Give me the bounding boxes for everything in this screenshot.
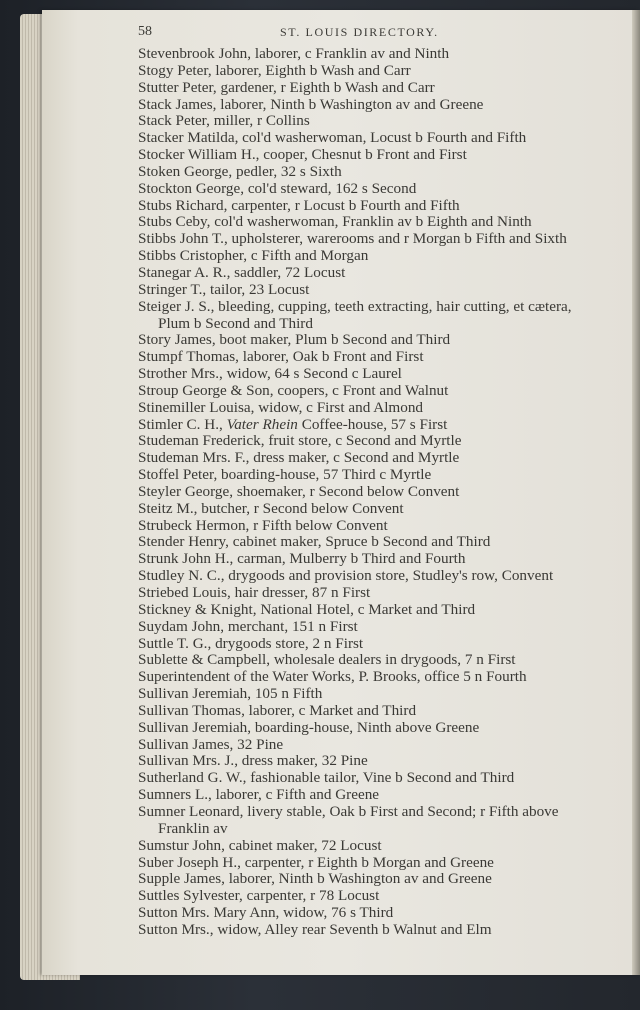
entry-text: Suber Joseph H., carpenter, r Eighth b Morgan and Greene bbox=[138, 853, 494, 871]
entry-text: Sullivan James, 32 Pine bbox=[138, 735, 284, 753]
entry-text: Studeman Mrs. F., dress maker, c Second and Myrtle bbox=[138, 449, 460, 467]
entry-text: Superintendent of the Water Works, P. Brooks, office 5 n Fourth bbox=[138, 668, 527, 686]
directory-entry bbox=[138, 97, 628, 114]
directory-entry bbox=[138, 282, 628, 299]
directory-page bbox=[42, 10, 640, 975]
entry-text: Stack James, laborer, Ninth b Washington av and Greene bbox=[138, 95, 484, 113]
entry-text: Sublette & Campbell, wholesale dealers in drygoods, 7 n First bbox=[138, 651, 516, 669]
entry-text: Sumstur John, cabinet maker, 72 Locust bbox=[138, 836, 382, 854]
entry-text: Stumpf Thomas, laborer, Oak b Front and First bbox=[138, 348, 424, 366]
entry-text: Stroup George & Son, coopers, c Front and Walnut bbox=[138, 381, 449, 399]
entry-text: Suydam John, merchant, 151 n First bbox=[138, 617, 358, 635]
entry-text-after: Coffee-house, 57 s First bbox=[297, 415, 448, 433]
directory-entry bbox=[138, 113, 628, 130]
directory-entry bbox=[138, 652, 628, 669]
directory-entry bbox=[138, 366, 628, 383]
directory-entry bbox=[138, 147, 628, 164]
entry-continuation: Plum b Second and Third bbox=[158, 314, 313, 332]
entry-text: Sullivan Thomas, laborer, c Market and Third bbox=[138, 701, 417, 719]
directory-entry bbox=[138, 417, 628, 434]
entry-text: Supple James, laborer, Ninth b Washington av and Greene bbox=[138, 870, 492, 888]
entry-text: Sullivan Jeremiah, 105 n Fifth bbox=[138, 685, 323, 703]
directory-entry bbox=[138, 585, 628, 602]
entry-text: Sumners L., laborer, c Fifth and Greene bbox=[138, 786, 380, 804]
directory-entry bbox=[138, 669, 628, 686]
running-title: ST. LOUIS DIRECTORY. bbox=[280, 25, 439, 39]
directory-entry bbox=[138, 450, 628, 467]
entry-text: Stocker William H., cooper, Chesnut b Front and First bbox=[138, 146, 467, 164]
directory-entry bbox=[138, 130, 628, 147]
entry-text: Story James, boot maker, Plum b Second and Third bbox=[138, 331, 451, 349]
directory-entry bbox=[138, 467, 628, 484]
directory-entry bbox=[138, 922, 628, 939]
entry-text: Stevenbrook John, laborer, c Franklin av and Ninth bbox=[138, 45, 450, 62]
directory-entry bbox=[138, 501, 628, 518]
directory-entry bbox=[138, 619, 628, 636]
entry-text: Sumner Leonard, livery stable, Oak b First and Second; r Fifth above bbox=[138, 802, 559, 820]
entry-text: Stender Henry, cabinet maker, Spruce b Second and Third bbox=[138, 533, 491, 551]
entry-text: Suttles Sylvester, carpenter, r 78 Locust bbox=[138, 887, 380, 905]
entry-text: Steitz M., butcher, r Second below Convent bbox=[138, 499, 404, 517]
directory-entry bbox=[138, 248, 628, 265]
directory-entry bbox=[138, 720, 628, 737]
directory-entry bbox=[138, 770, 628, 787]
directory-entry bbox=[138, 214, 628, 231]
entry-text: Studeman Frederick, fruit store, c Second and Myrtle bbox=[138, 432, 462, 450]
directory-entries bbox=[138, 46, 628, 939]
directory-entry bbox=[138, 265, 628, 282]
directory-entry bbox=[138, 905, 628, 922]
page-number: 58 bbox=[138, 24, 152, 39]
entry-text: Sutton Mrs. Mary Ann, widow, 76 s Third bbox=[138, 904, 394, 922]
entry-text: Studley N. C., drygoods and provision store, Studley's row, Convent bbox=[138, 567, 554, 585]
entry-text: Stibbs John T., upholsterer, warerooms and r Morgan b Fifth and Sixth bbox=[138, 230, 567, 248]
entry-text: Stickney & Knight, National Hotel, c Market and Third bbox=[138, 600, 476, 618]
directory-entry bbox=[138, 838, 628, 855]
directory-entry bbox=[138, 703, 628, 720]
directory-entry bbox=[138, 518, 628, 535]
directory-entry bbox=[138, 568, 628, 585]
directory-entry bbox=[138, 80, 628, 97]
entry-italic-name: Vater Rhein bbox=[226, 415, 298, 433]
directory-entry bbox=[138, 400, 628, 417]
directory-entry bbox=[138, 433, 628, 450]
entry-text: Stoken George, pedler, 32 s Sixth bbox=[138, 162, 342, 180]
directory-entry bbox=[138, 63, 628, 80]
entry-text: Stutter Peter, gardener, r Eighth b Wash and Carr bbox=[138, 78, 435, 96]
directory-entry bbox=[138, 753, 628, 770]
entry-text: Stringer T., tailor, 23 Locust bbox=[138, 280, 310, 298]
entry-text: Sullivan Mrs. J., dress maker, 32 Pine bbox=[138, 752, 368, 770]
entry-text: Sullivan Jeremiah, boarding-house, Ninth above Greene bbox=[138, 718, 480, 736]
entry-text: Stanegar A. R., saddler, 72 Locust bbox=[138, 263, 346, 281]
directory-entry bbox=[138, 602, 628, 619]
directory-entry bbox=[138, 181, 628, 198]
entry-text: Strunk John H., carman, Mulberry b Third and Fourth bbox=[138, 550, 466, 568]
directory-entry bbox=[138, 46, 628, 63]
directory-entry bbox=[138, 299, 628, 316]
entry-text: Sutton Mrs., widow, Alley rear Seventh b Walnut and Elm bbox=[138, 920, 492, 938]
entry-continuation: Franklin av bbox=[158, 819, 228, 837]
directory-entry bbox=[138, 551, 628, 568]
entry-text: Strother Mrs., widow, 64 s Second c Laurel bbox=[138, 365, 402, 383]
entry-text: Stinemiller Louisa, widow, c First and Almond bbox=[138, 398, 424, 416]
entry-text: Sutherland G. W., fashionable tailor, Vine b Second and Third bbox=[138, 769, 515, 787]
directory-entry bbox=[138, 888, 628, 905]
directory-entry bbox=[138, 164, 628, 181]
directory-entry bbox=[138, 737, 628, 754]
directory-entry bbox=[138, 383, 628, 400]
entry-text: Stimler C. H., bbox=[138, 415, 227, 433]
entry-text: Stubs Richard, carpenter, r Locust b Fourth and Fifth bbox=[138, 196, 460, 214]
directory-entry bbox=[138, 871, 628, 888]
directory-entry bbox=[138, 534, 628, 551]
directory-entry bbox=[138, 787, 628, 804]
entry-text: Stoffel Peter, boarding-house, 57 Third c Myrtle bbox=[138, 466, 432, 484]
directory-entry bbox=[138, 198, 628, 215]
entry-text: Suttle T. G., drygoods store, 2 n First bbox=[138, 634, 364, 652]
directory-entry bbox=[138, 636, 628, 653]
page-gutter bbox=[632, 10, 640, 975]
entry-text: Stibbs Cristopher, c Fifth and Morgan bbox=[138, 247, 369, 265]
entry-text: Striebed Louis, hair dresser, 87 n First bbox=[138, 584, 371, 601]
directory-entry bbox=[138, 484, 628, 501]
entry-text: Steiger J. S., bleeding, cupping, teeth extracting, hair cutting, et cætera, bbox=[138, 297, 572, 315]
directory-entry bbox=[138, 332, 628, 349]
entry-text: Strubeck Hermon, r Fifth below Convent bbox=[138, 516, 388, 534]
page-header bbox=[138, 24, 618, 44]
entry-text: Stockton George, col'd steward, 162 s Second bbox=[138, 179, 417, 197]
directory-entry bbox=[138, 231, 628, 248]
directory-entry bbox=[138, 855, 628, 872]
entry-text: Stubs Ceby, col'd washerwoman, Franklin av b Eighth and Ninth bbox=[138, 213, 532, 231]
entry-text: Stack Peter, miller, r Collins bbox=[138, 112, 310, 130]
entry-text: Stacker Matilda, col'd washerwoman, Locust b Fourth and Fifth bbox=[138, 129, 527, 147]
entry-text: Stogy Peter, laborer, Eighth b Wash and Carr bbox=[138, 61, 411, 79]
directory-entry bbox=[138, 349, 628, 366]
directory-entry bbox=[138, 686, 628, 703]
directory-entry bbox=[138, 804, 628, 821]
entry-text: Steyler George, shoemaker, r Second below Convent bbox=[138, 482, 460, 500]
